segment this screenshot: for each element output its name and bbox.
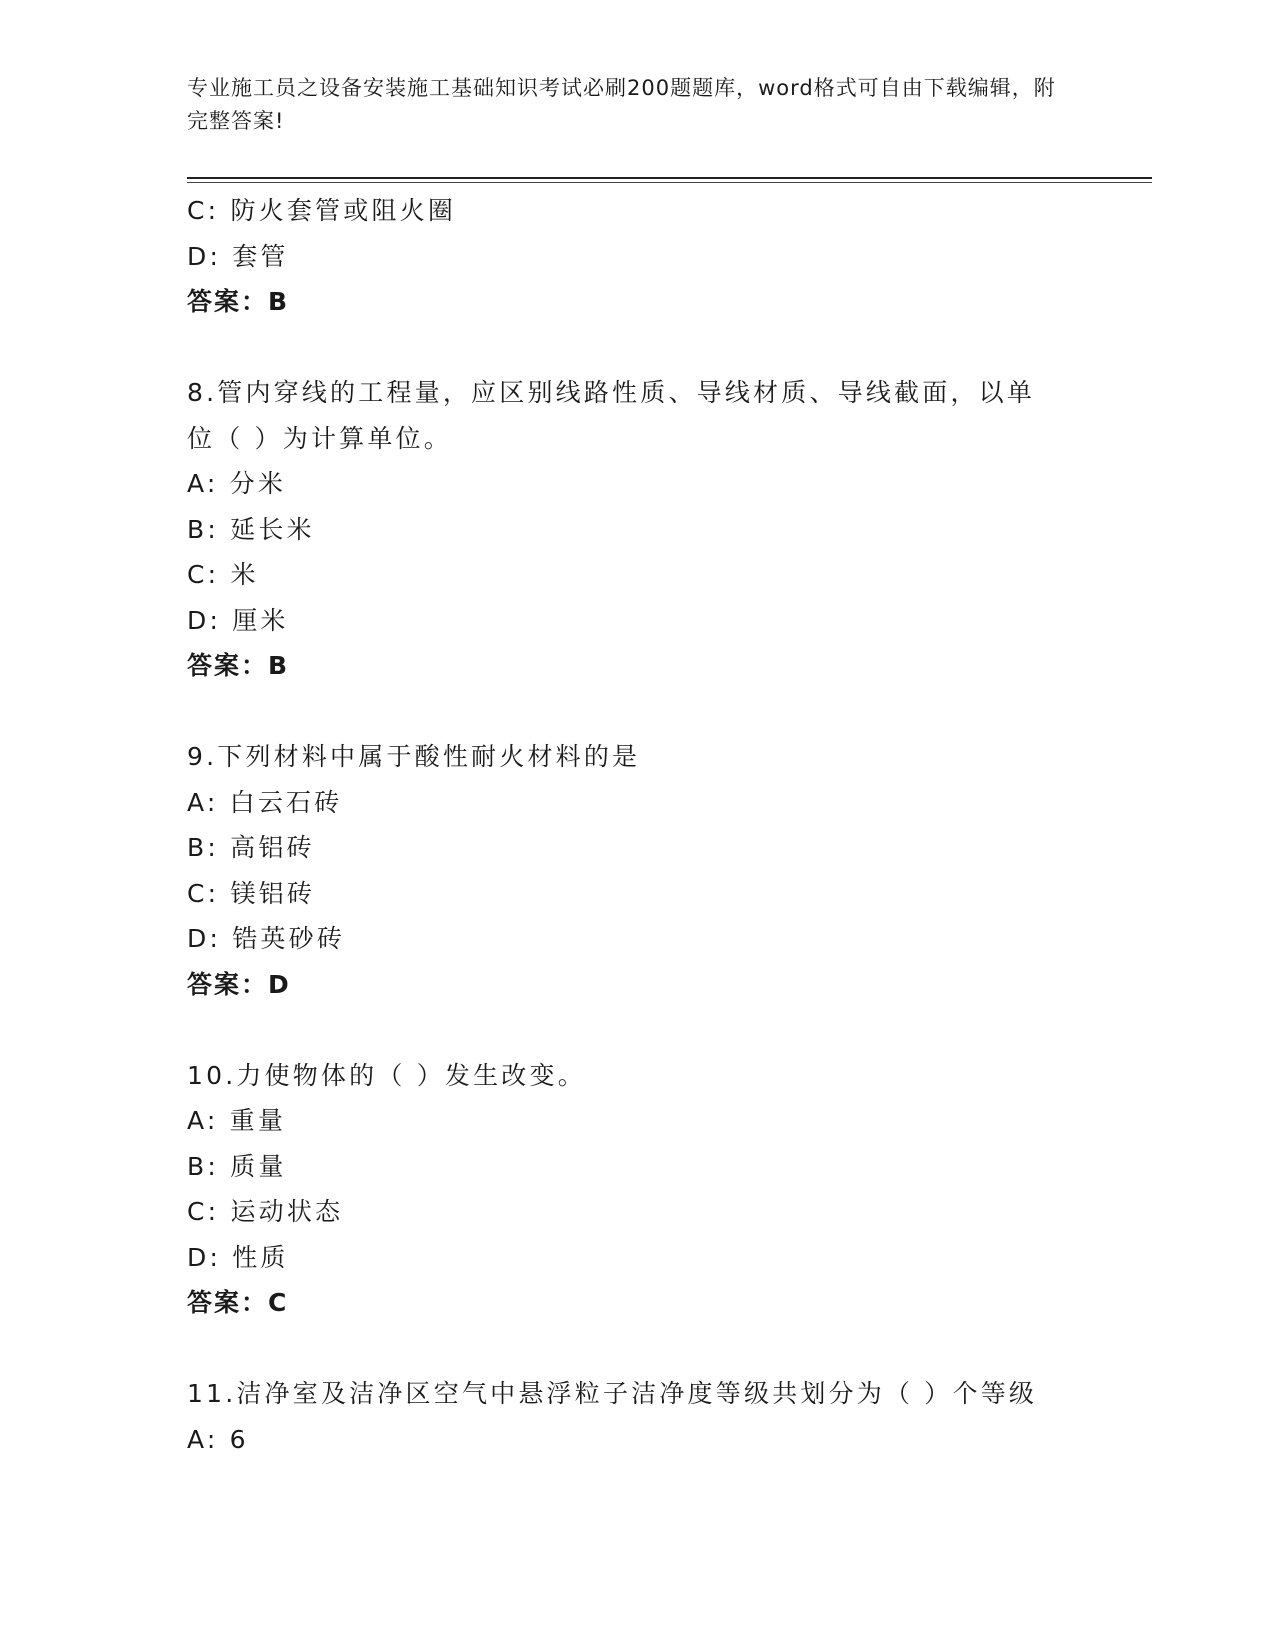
answer: 答案：B [187,651,290,680]
option-c: C: 米 [187,560,259,589]
option-d: D: 锆英砂砖 [187,924,346,953]
header-rule-thin [187,182,1152,183]
answer: 答案：C [187,1288,289,1317]
option-d: D: 厘米 [187,605,289,635]
option-c: C: 防火套管或阻火圈 [187,196,457,225]
question-10-title: 10.力使物体的（ ）发生改变。 [187,1060,586,1090]
option-c: C: 镁铝砖 [187,878,316,908]
option-a: A: 分米 [187,469,287,498]
question-9-title: 9.下列材料中属于酸性耐火材料的是 [187,742,641,771]
answer: 答案：D [187,969,291,999]
answer: 答案：B [187,287,290,316]
option-a: A: 6 [187,1424,249,1454]
option-b: B: 高铝砖 [187,833,315,862]
question-body [187,188,1107,1462]
option-b: B: 延长米 [187,514,315,544]
header-rule-thick [187,177,1152,179]
option-b: B: 质量 [187,1151,287,1181]
option-c: C: 运动状态 [187,1197,344,1226]
question-8-title: 8.管内穿线的工程量，应区别线路性质、导线材质、导线截面，以单 [187,378,1036,407]
question-11-title: 11.洁净室及洁净区空气中悬浮粒子洁净度等级共划分为（ ）个等级 [187,1379,1038,1408]
question-8-title-cont: 位（ ）为计算单位。 [187,423,452,453]
document-header: 专业施工员之设备安装施工基础知识考试必刷200题题库，word格式可自由下载编辑，附完整答案! [187,76,1056,133]
option-a: A: 重量 [187,1106,287,1135]
option-d: D: 性质 [187,1242,289,1272]
option-a: A: 白云石砖 [187,787,343,817]
option-d: D: 套管 [187,241,289,271]
